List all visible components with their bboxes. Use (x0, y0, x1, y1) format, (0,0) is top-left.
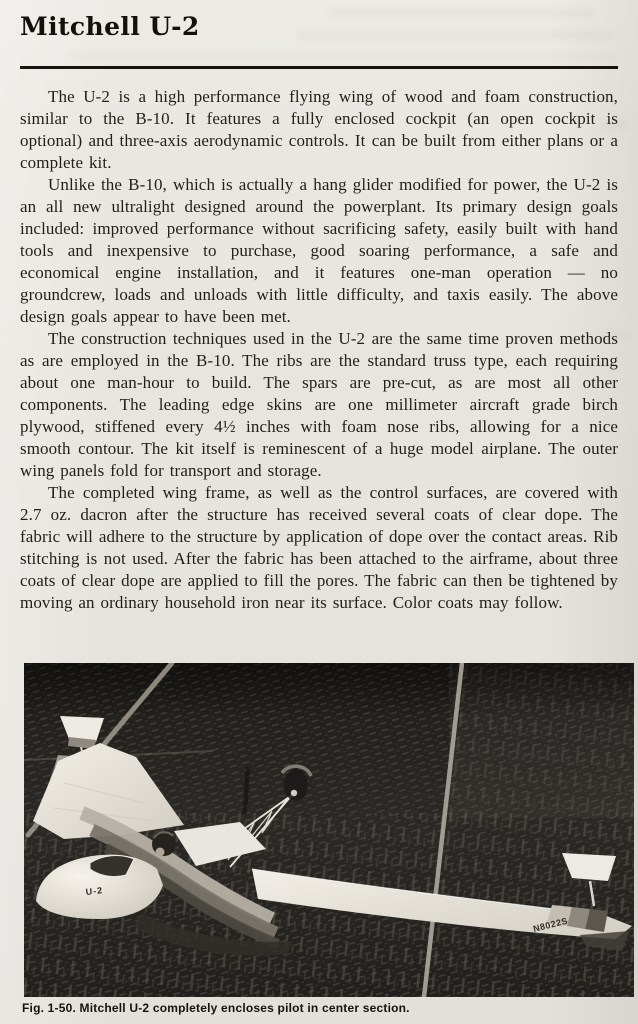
paragraph-1: The U-2 is a high performance flying wing of wood and foam construction, similar to the B-10. It features a fully enclosed cockpit (an open cockpit is optional) and three-axis aerodynamic controls. It can be built from either plans or a complete kit. (20, 87, 618, 172)
aircraft-photo (24, 663, 634, 997)
paragraph-2: Unlike the B-10, which is actually a hang glider modified for power, the U-2 is an all new ultralight designed around the powerplant. Its primary design goals included: improved performance without sacrificing safety, easily built with hand tools and inexpensive to purchase, good soaring performance, a safe and economical engine installation, and it features one-man operation — no groundcrew, loads and unloads with little difficulty, and taxis easily. The above design goals appear to have been met. (20, 175, 618, 326)
paragraph-4: The completed wing frame, as well as the control surfaces, are covered with 2.7 oz. dacron after the structure has received several coats of clear dope. The fabric will adhere to the structure by application of dope over the contact areas. Rib stitching is not used. After the fabric has been attached to the airframe, about three coats of clear dope are applied to fill the pores. The fabric can then be tightened by moving an ordinary household iron near its surface. Color coats may follow. (20, 483, 618, 612)
print-bleedthrough (330, 8, 595, 18)
page-title: Mitchell U-2 (20, 12, 200, 41)
print-bleedthrough (70, 52, 615, 60)
nose-marking-text: U-2 (85, 885, 104, 897)
registration-text: N8022S (532, 915, 569, 934)
aircraft-photo-art (24, 663, 634, 997)
print-bleedthrough (298, 30, 613, 40)
title-rule (20, 66, 618, 69)
figure-caption: Fig. 1-50. Mitchell U-2 completely encloses pilot in center section. (22, 1001, 410, 1015)
article-body (20, 86, 618, 642)
paragraph-3: The construction techniques used in the U-2 are the same time proven methods as are employed in the B-10. The ribs are the standard truss type, each requiring about one man-hour to build. The spars are pre-cut, as are most all other components. The leading edge skins are one millimeter aircraft grade birch plywood, stiffened every 4½ inches with foam nose ribs, allowing for a nice smooth contour. The kit itself is reminescent of a huge model airplane. The outer wing panels fold for transport and storage. (20, 329, 618, 480)
